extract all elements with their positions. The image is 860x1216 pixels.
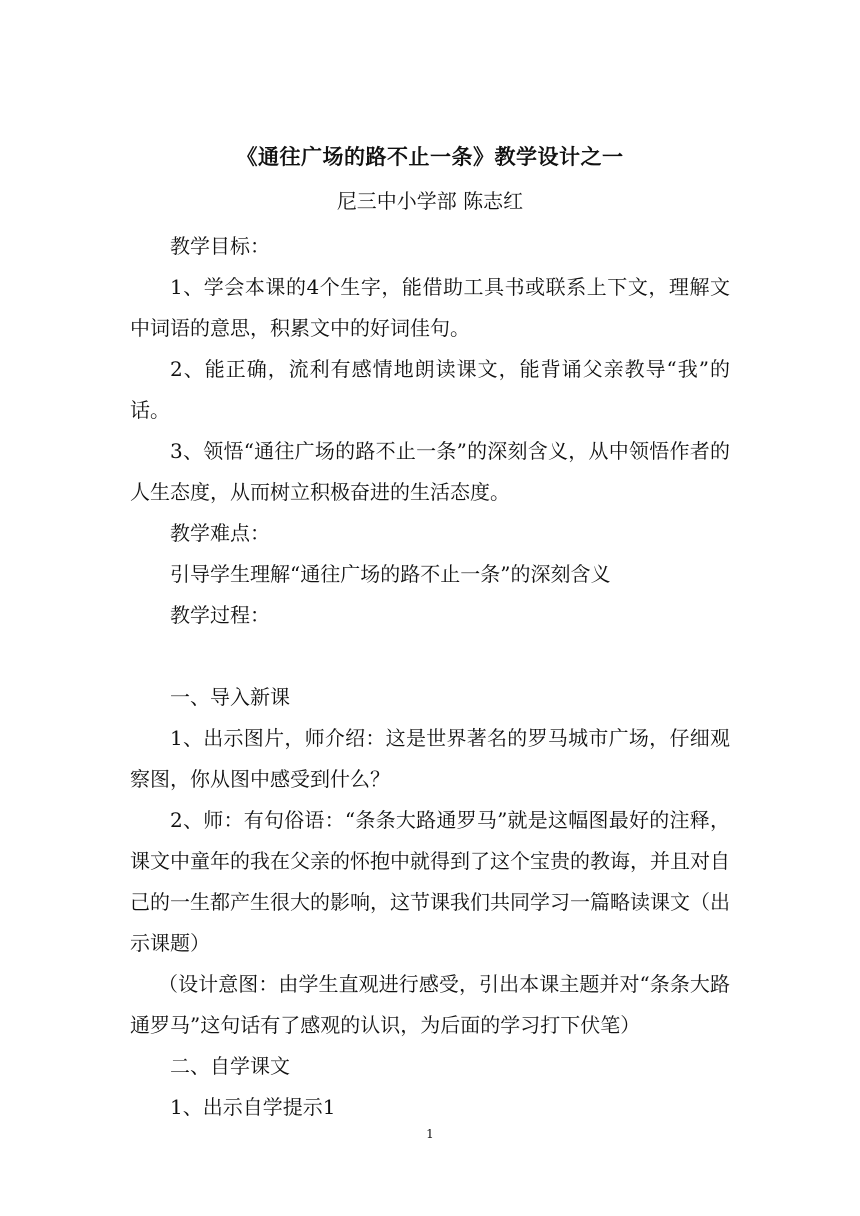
page-number: 1 [426,1127,434,1141]
heading-teaching-goals: 教学目标： [170,234,270,258]
goal-item-1: 1、学会本课的4个生字，能借助工具书或联系上下文，理解文中词语的意思，积累文中的好词佳句。 [130,275,730,340]
goal-item-2: 2、能正确，流利有感情地朗读课文，能背诵父亲教导“我”的话。 [130,357,730,422]
intro-step-1: 1、出示图片，师介绍：这是世界著名的罗马城市广场，仔细观察图，你从图中感受到什么？ [130,726,730,791]
intro-step-2: 2、师：有句俗语：“条条大路通罗马”就是这幅图最好的注释，课文中童年的我在父亲的怀抱中就得到了这个宝贵的教诲，并且对自己的一生都产生很大的影响，这节课我们共同学习一篇略读课文（出示课题） [130,808,730,955]
design-intent-note: （设计意图：由学生直观进行感受，引出本课主题并对“条条大路通罗马”这句话有了感观的认识，为后面的学习打下伏笔） [130,972,730,1037]
self-study-step-1: 1、出示自学提示1 [170,1095,336,1119]
goal-item-3: 3、领悟“通往广场的路不止一条”的深刻含义，从中领悟作者的人生态度，从而树立积极奋进的生活态度。 [130,439,730,504]
section-intro-heading: 一、导入新课 [170,685,290,709]
difficulty-text: 引导学生理解“通往广场的路不止一条”的深刻含义 [170,562,611,586]
blank-line [130,636,730,677]
document-title: 《通往广场的路不止一条》教学设计之一 [236,144,624,169]
section-self-study-heading: 二、自学课文 [170,1054,290,1078]
document-body [130,226,730,1128]
author-line: 尼三中小学部 陈志红 [336,189,524,213]
heading-teaching-process: 教学过程： [170,603,270,627]
heading-teaching-difficulty: 教学难点： [170,521,270,545]
